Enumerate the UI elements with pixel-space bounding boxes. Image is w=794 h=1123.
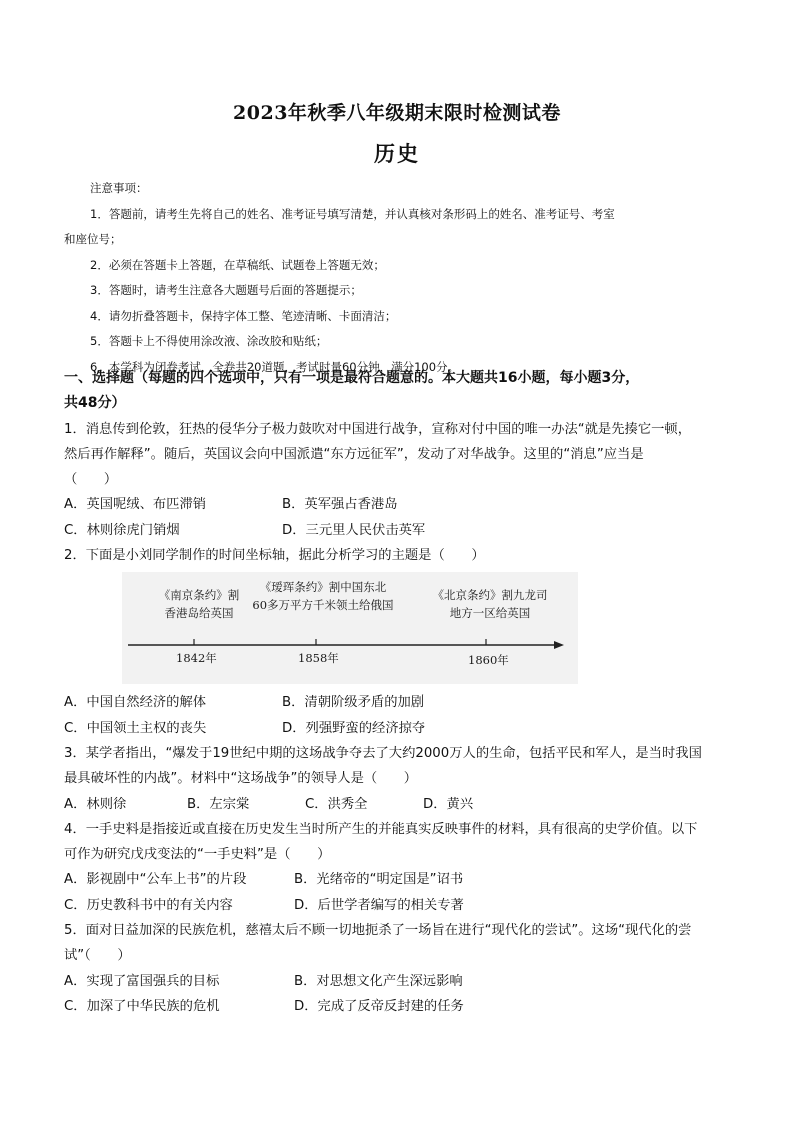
- event-text: 《瑷珲条约》割中国东北: [259, 580, 387, 595]
- question-5-option-b[interactable]: B．对思想文化产生深远影响: [294, 973, 463, 989]
- timeline-year-1858: 1858年: [298, 651, 339, 666]
- question-2-option-a[interactable]: A．中国自然经济的解体: [64, 695, 207, 711]
- question-3-option-d[interactable]: D．黄兴: [423, 796, 474, 812]
- question-3-stem: 最具破坏性的内战”。材料中“这场战争”的领导人是（ ）: [64, 771, 418, 787]
- subject-title: 历史: [374, 141, 420, 166]
- note-item: 1．答题前，请考生先将自己的姓名、准考证号填写清楚，并认真核对条形码上的姓名、准考证号、考室: [90, 206, 615, 221]
- event-text: 香港岛给英国: [164, 606, 234, 621]
- question-1-stem: 1．消息传到伦敦，狂热的侵华分子极力鼓吹对中国进行战争，宣称对付中国的唯一办法“就是先揍它一顿，: [64, 421, 692, 437]
- question-1-stem: 然后再作解释”。随后，英国议会向中国派遣“东方远征军”，发动了对华战争。这里的“消息”应当是: [64, 446, 644, 462]
- event-text: 《南京条约》割: [158, 588, 240, 603]
- question-4-stem: 4．一手史料是指接近或直接在历史发生当时所产生的并能真实反映事件的材料，具有很高的史学价值。以下: [64, 821, 698, 837]
- question-1-option-b[interactable]: B．英军强占香港岛: [282, 497, 398, 513]
- question-4-option-c[interactable]: C．历史教科书中的有关内容: [64, 897, 233, 913]
- question-5-option-a[interactable]: A．实现了富国强兵的目标: [64, 973, 220, 989]
- event-text: 地方一区给英国: [449, 606, 531, 621]
- question-3-stem: 3．某学者指出，“爆发于19世纪中期的这场战争夺去了大约2000万人的生命，包括平民和军人，是当时我国: [64, 745, 702, 761]
- question-1-option-c[interactable]: C．林则徐虎门销烟: [64, 522, 180, 538]
- note-item: 和座位号；: [64, 232, 122, 246]
- question-4-option-a[interactable]: A．影视剧中“公车上书”的片段: [64, 872, 247, 888]
- timeline-figure: [122, 572, 578, 684]
- question-2-stem: 2．下面是小刘同学制作的时间坐标轴，据此分析学习的主题是（ ）: [64, 548, 485, 564]
- notes-heading: 注意事项：: [90, 181, 148, 195]
- timeline-event-beijing: [422, 586, 558, 622]
- question-2-option-b[interactable]: B．清朝阶级矛盾的加剧: [282, 695, 425, 711]
- event-text: 60多万平方千米领土给俄国: [252, 598, 394, 613]
- question-5-option-c[interactable]: C．加深了中华民族的危机: [64, 998, 220, 1014]
- timeline-arrowhead: [554, 641, 564, 649]
- section-heading: 一、选择题（每题的四个选项中，只有一项是最符合题意的。本大题共16小题，每小题3分，: [64, 370, 640, 386]
- timeline-year-1842: 1842年: [176, 651, 217, 666]
- note-item: 5．答题卡上不得使用涂改液、涂改胶和贴纸；: [90, 334, 328, 348]
- question-3-option-b[interactable]: B．左宗棠: [187, 796, 250, 812]
- section-heading-cont: 共48分）: [64, 395, 126, 412]
- timeline-event-aihui: [234, 578, 412, 614]
- note-item: 6．本学科为闭卷考试，全卷共20道题，考试时量60分钟，满分100分。: [90, 359, 460, 374]
- question-2-option-c[interactable]: C．中国领土主权的丧失: [64, 720, 207, 736]
- question-4-option-b[interactable]: B．光绪帝的“明定国是”诏书: [294, 872, 464, 888]
- note-item: 4．请勿折叠答题卡，保持字体工整、笔迹清晰、卡面清洁；: [90, 308, 397, 323]
- question-3-option-c[interactable]: C．洪秀全: [305, 796, 368, 812]
- question-5-option-d[interactable]: D．完成了反帝反封建的任务: [294, 998, 464, 1014]
- question-5-stem: 5．面对日益加深的民族危机，慈禧太后不顾一切地扼杀了一场旨在进行“现代化的尝试”。这场“现代化的尝: [64, 923, 692, 939]
- question-4-option-d[interactable]: D．后世学者编写的相关专著: [294, 897, 464, 913]
- event-text: 《北京条约》割九龙司: [432, 588, 548, 603]
- question-5-stem: 试”（ ）: [64, 948, 131, 964]
- question-2-option-d[interactable]: D．列强野蛮的经济掠夺: [282, 720, 426, 736]
- question-section: [64, 366, 744, 1019]
- question-3-option-a[interactable]: A．林则徐: [64, 796, 127, 812]
- question-4-stem: 可作为研究戊戌变法的“一手史料”是（ ）: [64, 847, 331, 863]
- question-1-option-a[interactable]: A．英国呢绒、布匹滞销: [64, 497, 207, 513]
- exam-title: 2023年秋季八年级期末限时检测试卷: [233, 102, 561, 124]
- note-item: 3．答题时，请考生注意各大题题号后面的答题提示；: [90, 283, 362, 297]
- exam-notes: [64, 176, 744, 380]
- note-item: 2．必须在答题卡上答题，在草稿纸、试题卷上答题无效；: [90, 257, 385, 272]
- question-1-stem: （ ）: [64, 472, 118, 488]
- timeline-year-1860: 1860年: [468, 653, 509, 668]
- question-1-option-d[interactable]: D．三元里人民伏击英军: [282, 522, 426, 538]
